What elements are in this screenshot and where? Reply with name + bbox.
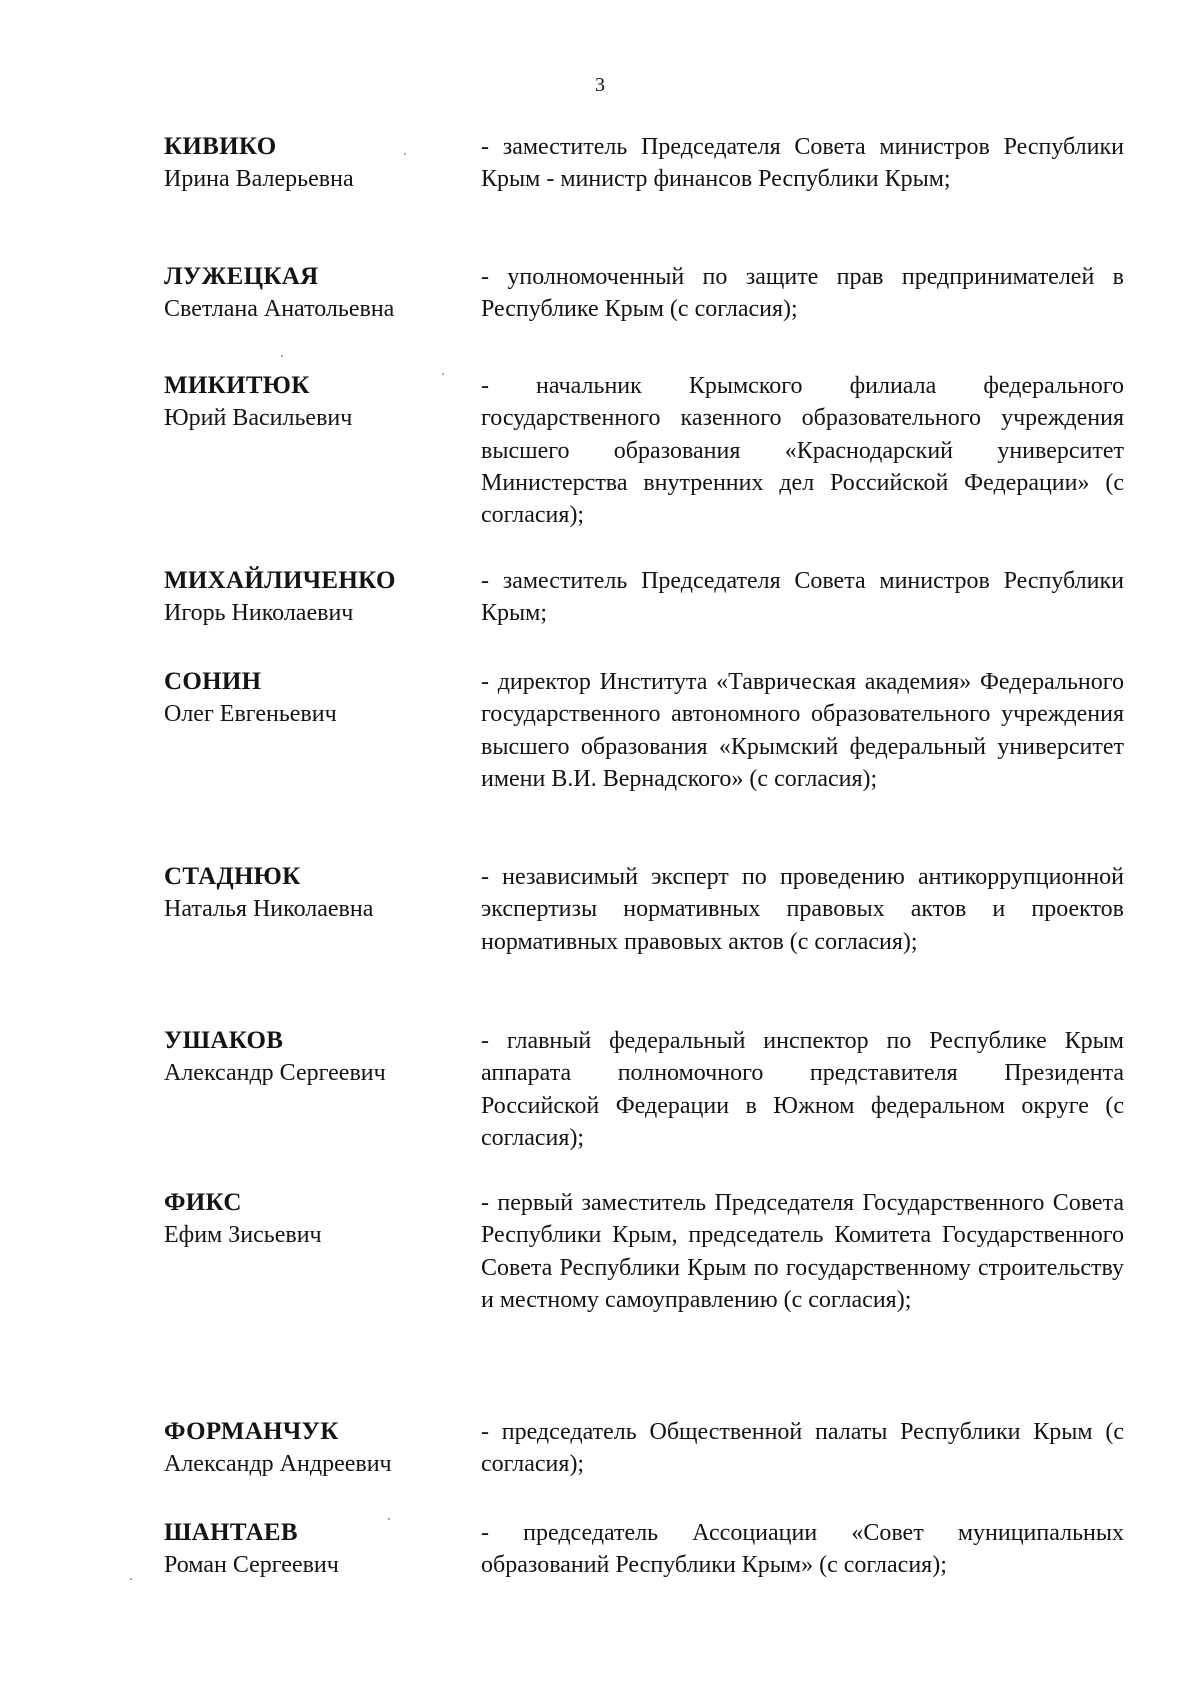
member-given-name: Роман Сергеевич [164, 1552, 339, 1578]
member-surname: УШАКОВ [164, 1027, 284, 1054]
scan-speck [130, 1578, 132, 1580]
member-role: - первый заместитель Председателя Государственного Совета Республики Крым, председатель Комитета Государственного Совета Республики Крым по государственному строительству и местному самоуправлению (с согласия); [481, 1190, 1124, 1313]
member-role: - заместитель Председателя Совета министров Республики Крым; [481, 568, 1124, 627]
member-name [164, 131, 454, 195]
member-role: - председатель Ассоциации «Совет муниципальных образований Республики Крым» (с согласия); [481, 1520, 1124, 1579]
member-name [164, 1025, 454, 1089]
member-role: - главный федеральный инспектор по Республике Крым аппарата полномочного представителя Президента Российской Федерации в Южном федеральном округе (с согласия); [481, 1028, 1124, 1151]
member-role: - независимый эксперт по проведению антикоррупционной экспертизы нормативных правовых актов и проектов нормативных правовых актов (с согласия); [481, 864, 1124, 955]
member-given-name: Наталья Николаевна [164, 896, 374, 922]
member-given-name: Олег Евгеньевич [164, 701, 337, 727]
member-surname: СТАДНЮК [164, 863, 301, 890]
member-name [164, 666, 454, 730]
member-role: - начальник Крымского филиала федерального государственного казенного образовательного учреждения высшего образования «Краснодарский университет Министерства внутренних дел Российской Федерации» (с согласия); [481, 373, 1124, 529]
member-given-name: Александр Андреевич [164, 1451, 392, 1477]
member-name [164, 1416, 454, 1480]
member-surname: СОНИН [164, 668, 262, 695]
member-given-name: Ирина Валерьевна [164, 166, 354, 192]
member-name [164, 565, 454, 629]
member-name [164, 861, 454, 925]
member-surname: ЛУЖЕЦКАЯ [164, 263, 319, 290]
page-number: 3 [595, 74, 605, 96]
member-given-name: Ефим Зисьевич [164, 1222, 322, 1248]
member-surname: МИКИТЮК [164, 372, 310, 399]
member-given-name: Светлана Анатольевна [164, 296, 395, 322]
member-role: - директор Института «Таврическая академия» Федерального государственного автономного образовательного учреждения высшего образования «Крымский федеральный университет имени В.И. Вернадского» (с согласия); [481, 669, 1124, 792]
member-given-name: Юрий Васильевич [164, 405, 353, 431]
member-role: - заместитель Председателя Совета министров Республики Крым - министр финансов Республики Крым; [481, 134, 1124, 193]
scan-speck [442, 373, 444, 375]
member-surname: МИХАЙЛИЧЕНКО [164, 567, 396, 594]
scan-speck [404, 153, 406, 155]
member-surname: ШАНТАЕВ [164, 1519, 298, 1546]
member-name [164, 370, 454, 434]
member-surname: ФОРМАНЧУК [164, 1418, 339, 1445]
scan-speck [388, 1518, 390, 1520]
member-given-name: Игорь Николаевич [164, 600, 354, 626]
member-role: - председатель Общественной палаты Республики Крым (с согласия); [481, 1419, 1124, 1478]
member-name [164, 1187, 454, 1251]
member-name [164, 1517, 454, 1581]
scan-speck [281, 355, 283, 357]
member-name [164, 261, 454, 325]
member-surname: ФИКС [164, 1189, 242, 1216]
member-surname: КИВИКО [164, 133, 277, 160]
member-given-name: Александр Сергеевич [164, 1060, 386, 1086]
member-role: - уполномоченный по защите прав предпринимателей в Республике Крым (с согласия); [481, 264, 1124, 323]
